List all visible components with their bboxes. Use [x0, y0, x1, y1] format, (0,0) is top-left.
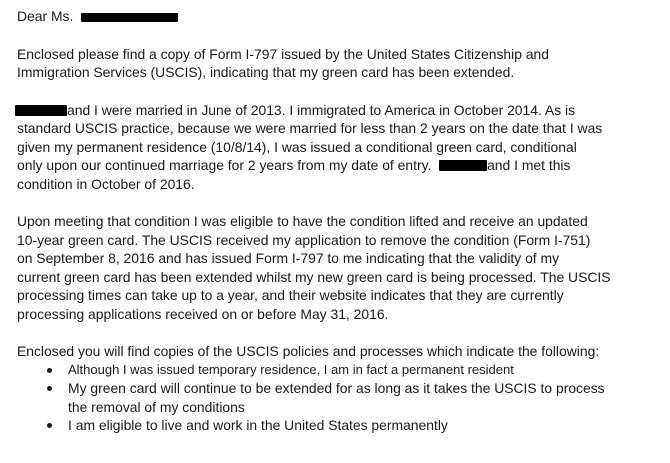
- paragraph-marriage: [17, 101, 665, 194]
- salutation: [17, 7, 665, 26]
- bullet-dot-icon: [47, 423, 52, 428]
- paragraph-condition: [17, 212, 665, 323]
- paragraph-text: and I were married in June of 2013. I immigrated to America in October 2014. As is: [67, 101, 576, 118]
- bullet-line: Although I was issued temporary residence, I am in fact a permanent resident: [68, 361, 514, 377]
- bullet-item: [17, 379, 665, 416]
- paragraph-line: on September 8, 2016 and has issued Form I-797 to me indicating that the validity of my: [17, 250, 560, 266]
- paragraph-line: given my permanent residence (10/8/14), I was issued a conditional green card, conditional: [17, 138, 577, 155]
- paragraph-line: [17, 101, 665, 120]
- paragraph-line: Upon meeting that condition I was eligible to have the condition lifted and receive an updated: [17, 213, 588, 229]
- paragraph-line: [17, 156, 665, 175]
- paragraph-text: and I met this: [487, 157, 571, 173]
- bullet-item: [17, 361, 665, 380]
- bullet-line: the removal of my conditions: [68, 398, 245, 415]
- bullet-line: My green card will continue to be extended for as long as it takes the USCIS to process: [68, 380, 605, 396]
- paragraph-enclosure: [17, 45, 665, 82]
- paragraph-line: condition in October of 2016.: [17, 175, 195, 192]
- paragraph-line: standard USCIS practice, because we were married for less than 2 years on the date that I was: [17, 120, 603, 136]
- letter-body: [17, 0, 665, 435]
- paragraph-policies: [17, 342, 665, 435]
- bullet-line: I am eligible to live and work in the United States permanently: [68, 417, 448, 433]
- paragraph-line: current green card has been extended whilst my new green card is being processed. The USCIS: [17, 268, 611, 285]
- paragraph-text: only upon our continued marriage for 2 years from my date of entry.: [17, 157, 440, 173]
- paragraph-line: Immigration Services (USCIS), indicating that my green card has been extended.: [17, 64, 515, 80]
- bullet-list: [17, 361, 665, 435]
- bullet-dot-icon: [47, 368, 52, 373]
- paragraph-line: 10-year green card. The USCIS received my application to remove the condition (Form I-751): [17, 231, 591, 248]
- paragraph-line: processing applications received on or before May 31, 2016.: [17, 305, 389, 322]
- paragraph-line: processing times can take up to a year, and their website indicates that they are currently: [17, 287, 564, 303]
- redacted-spouse-name: [439, 160, 487, 171]
- redacted-spouse-name: [15, 105, 67, 116]
- paragraph-line: Enclosed please find a copy of Form I-797 issued by the United States Citizenship and: [17, 45, 550, 62]
- salutation-prefix: Dear Ms.: [17, 8, 74, 24]
- bullet-item: [17, 416, 665, 435]
- bullet-dot-icon: [47, 386, 52, 391]
- paragraph-intro: Enclosed you will find copies of the USCIS policies and processes which indicate the following:: [17, 343, 600, 359]
- redacted-recipient-name: [81, 13, 178, 22]
